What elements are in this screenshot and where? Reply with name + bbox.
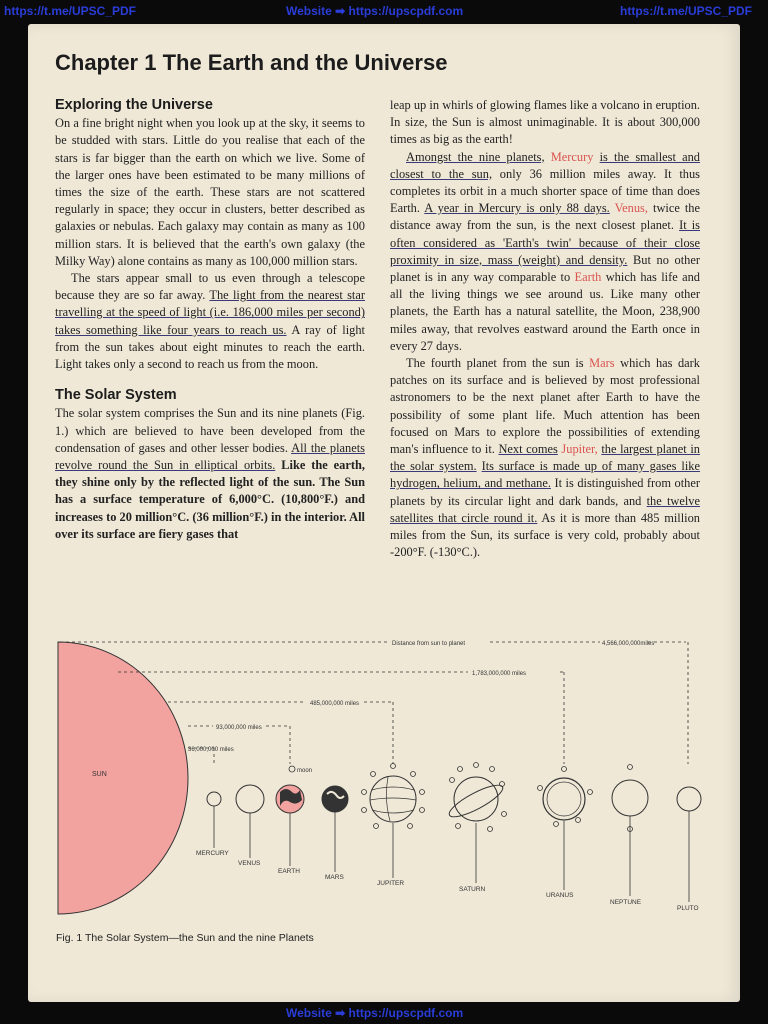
- website-link-top[interactable]: Website ➡ https://upscpdf.com: [286, 4, 464, 18]
- planet-mars: [322, 786, 348, 812]
- label-moon: moon: [297, 768, 313, 774]
- distance-pluto: 4,566,000,000miles: [602, 641, 655, 647]
- label-pluto: PLUTO: [677, 905, 699, 912]
- annotation-venus: Venus,: [614, 201, 648, 216]
- figure-caption: Fig. 1 The Solar System—the Sun and the nine Planets: [56, 932, 314, 944]
- distance-uranus: 1,783,000,000 miles: [472, 671, 527, 677]
- underlined-text: All the planets revolve round the Sun in elliptical orbits.: [55, 440, 365, 473]
- solar-system-diagram: [28, 624, 740, 924]
- distance-earth: 93,000,000 miles: [216, 725, 262, 731]
- bottom-watermark-bar: [0, 1002, 768, 1024]
- paragraph: The fourth planet from the sun is Mars which has dark patches on its surface and is believed by most professional astronomers to be the next planet after Earth to have the possibility of some plant life. Much attention has been focused on Mars to explore the possibilities of extending man's influence to it. Next comes Jupiter, the largest planet in the solar system. Its surface is made up of many gases like hydrogen, helium, and methane. It is distinguished from other planets by its circular light and dark bands, and the twelve satellites that circle round it. As it is more than 485 million miles from the Sun, its surface is very cold, probably about -200°F. (-130°C.).: [390, 356, 701, 560]
- paragraph: leap up in whirls of glowing flames like a volcano in eruption. In size, the Sun is almost unimaginable. It is about 300,000 times as big as the earth!: [390, 98, 700, 147]
- distance-header: Distance from sun to planet: [392, 641, 466, 647]
- label-mars: MARS: [325, 874, 344, 881]
- annotation-earth: Earth: [574, 270, 602, 285]
- book-page: [28, 24, 740, 1002]
- label-neptune: NEPTUNE: [610, 899, 642, 906]
- planet-pluto: [677, 787, 701, 811]
- top-watermark-bar: [0, 0, 768, 22]
- label-saturn: SATURN: [459, 886, 486, 893]
- annotation-mercury: Mercury: [550, 149, 594, 164]
- paragraph: The stars appear small to us even through a telescope because they are so far away. The light from the nearest star travelling at the speed of light (i.e. 186,000 miles per second) takes something like four years to reach us. A ray of light from the sun takes about eight minutes to reach the earth. Light takes only a second to reach us from the moon.: [55, 271, 366, 372]
- underlined-text: The light from the nearest star travelling at the speed of light (i.e. 186,000 miles per second) takes something like four years to reach us.: [55, 288, 366, 337]
- planet-mercury: [207, 792, 221, 806]
- section-heading-solar-system: The Solar System: [55, 387, 177, 404]
- annotation-mars: Mars: [589, 356, 615, 371]
- right-column: [390, 97, 700, 561]
- paragraph: Amongst the nine planets, Mercury is the smallest and closest to the sun, only 36 million miles away. It thus completes its orbit in a much shorter space of time than does Earth. A year in Mercury is only 88 days. Venus, twice the distance away from the sun, is the next closest planet. It is often considered as 'Earth's twin' because of their close proximity in size, mass (weight) and density. But no other planet is in any way comparable to Earth which has life and all the living things we see around us. Like many other planets, the Earth has a natural satellite, the Moon, 238,900 miles away, that revolves eastward around the Earth once in every 27 days.: [390, 149, 701, 353]
- planet-venus: [236, 785, 264, 813]
- telegram-link-left[interactable]: https://t.me/UPSC_PDF: [4, 4, 137, 18]
- chapter-title: Chapter 1 The Earth and the Universe: [55, 50, 448, 75]
- moon: [289, 766, 295, 772]
- sun-label: SUN: [92, 771, 107, 778]
- planet-uranus: [543, 778, 585, 820]
- telegram-link-right[interactable]: https://t.me/UPSC_PDF: [620, 4, 753, 18]
- section-heading-exploring: Exploring the Universe: [55, 97, 213, 113]
- annotation-jupiter: Jupiter,: [561, 442, 598, 457]
- distance-jupiter: 485,000,000 miles: [310, 701, 360, 707]
- planet-neptune: [612, 780, 648, 816]
- label-earth: EARTH: [278, 868, 300, 875]
- sun-shape: [58, 642, 188, 914]
- planet-saturn: [454, 777, 498, 821]
- paragraph: On a fine bright night when you look up at the sky, it seems to be studded with stars. Little do you realise that each of the stars is far bigger than the earth on which we live. Some of the larger ones have been estimated to be many millions of times the size of the earth. These stars are not scattered regularly in space; they occur in clusters, better described as galaxies or nebulas. Each galaxy may contain as many as 100 million stars. It is believed that the earth's own galaxy (the Milky Way) alone contains as many as 100,000 million stars.: [55, 116, 365, 268]
- distance-mercury: 36,000,000 miles: [188, 747, 234, 753]
- label-uranus: URANUS: [546, 892, 574, 899]
- paragraph: The solar system comprises the Sun and its nine planets (Fig. 1.) which are believed to have been developed from the condensation of gases and other lesser bodies. All the planets revolve round the Sun in elliptical orbits. Like the earth, they shine only by the reflected light of the sun. The Sun has a surface temperature of 6,000°C. (10,800°F.) and increases to 20 million°C. (36 million°F.) in the interior. All over its surface are fiery gases that: [55, 406, 365, 541]
- label-mercury: MERCURY: [196, 850, 229, 857]
- label-venus: VENUS: [238, 860, 261, 867]
- left-column: [55, 97, 365, 543]
- label-jupiter: JUPITER: [377, 880, 405, 887]
- website-link-bottom[interactable]: Website ➡ https://upscpdf.com: [286, 1006, 464, 1020]
